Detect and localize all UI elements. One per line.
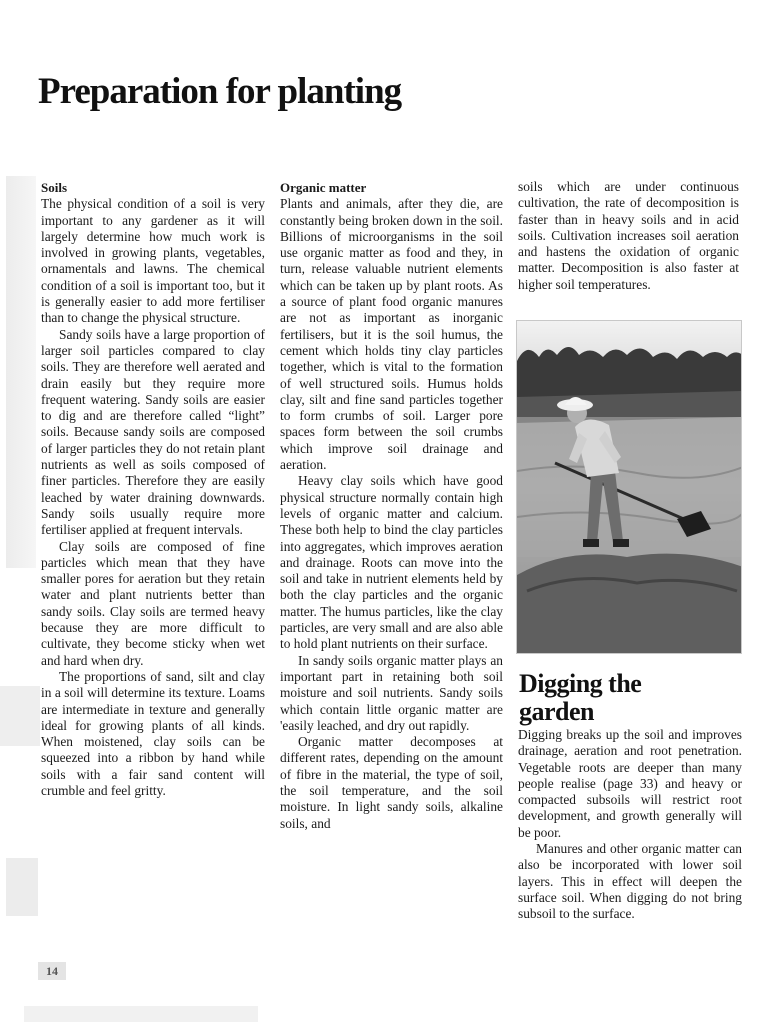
column-continuation [518, 179, 739, 293]
scan-shadow [6, 176, 36, 568]
paragraph: In sandy soils organic matter plays an important part in retaining both soil moisture and soil nutrients. Sandy soils which contain little organic matter are 'easily leached, and dry out rapidly. [280, 652, 503, 733]
man-digging-photo [516, 320, 742, 654]
column-digging [518, 727, 742, 923]
paragraph: Organic matter decomposes at different rates, depending on the amount of fibre in the material, the type of soil, the soil temperature, and the soil moisture. In light sandy soils, alkaline soils, and [280, 734, 503, 831]
section-heading-organic-matter: Organic matter [280, 180, 367, 195]
paragraph: Digging breaks up the soil and improves drainage, aeration and root penetration. Vegetable roots are deeper than many people realise (page 33) and heavy or compacted subsoils will restrict root development, and growth generally will be poor. [518, 727, 742, 840]
paragraph: Plants and animals, after they die, are constantly being broken down in the soil. Billions of microorganisms in the soil use organic matter as food and they, in turn, release valuable nutrient elements which can be taken up by plant roots. As a source of plant food organic manures are not as important as inorganic fertilisers, but it is the soil humus, the cement which holds tiny clay particles together, which is vital to the formation of well structured soils. Humus holds clay, silt and fine sand particles together to form crumbs of soil. Larger pore spaces form between the soil crumbs which improve soil drainage and aeration. [280, 196, 503, 473]
scan-shadow [0, 686, 40, 746]
section-title-digging: Digging the garden [519, 669, 642, 726]
page-number: 14 [38, 962, 66, 980]
paragraph: Clay soils are composed of fine particles which mean that they have smaller pores for aeration but they retain water and plant nutrients better than sandy soils. Clay soils are termed heavy because they are more difficult to cultivate, they become sticky when wet and hard when dry. [41, 538, 265, 668]
page-title: Preparation for planting [38, 71, 402, 112]
paragraph: Sandy soils have a large proportion of larger soil particles compared to clay soils. They are therefore well aerated and drain easily but they require more frequent watering. Sandy soils are easier to dig and are therefore called “light” soils. Because sandy soils are composed of larger particles they do not retain plant nutrients as well as soils composed of finer particles. Therefore they are easily leached by water draining downwards. Sandy soils usually require more fertiliser applied at frequent intervals. [41, 326, 265, 538]
paragraph: Heavy clay soils which have good physical structure normally contain high levels of organic matter and calcium. These both help to bind the clay particles into aggregates, which improves aeration and drainage. Roots can move into the soil and take in nutrient elements held by both the clay particles and the organic matter. The humus particles, like the clay particles, are very small and are also able to hold plant nutrients on their surface. [280, 473, 503, 652]
paragraph: The physical condition of a soil is very important to any gardener as it will largely determine how much work is involved in growing plants, vegetables, ornamentals and lawns. The chemical condition of a soil is important too, but it is generally easier to add more fertiliser than to change the physical structure. [41, 196, 265, 326]
column-soils [41, 180, 265, 799]
scan-shadow [6, 858, 38, 916]
paragraph: Manures and other organic matter can also be incorporated with lower soil layers. This in effect will deepen the surface soil. When digging do not bring subsoil to the surface. [518, 841, 742, 922]
paragraph: soils which are under continuous cultivation, the rate of decomposition is faster than in heavy soils and in acid soils. Cultivation increases soil aeration and hastens the oxidation of organic matter. Decomposition is also faster at higher soil temperatures. [518, 179, 739, 292]
section-heading-soils: Soils [41, 180, 68, 195]
paragraph: The proportions of sand, silt and clay in a soil will determine its texture. Loams are intermediate in texture and generally ideal for growing plants of all kinds. When moistened, clay soils can be squeezed into a ribbon by hand while soils with a fair sand content will crumble and feel gritty. [41, 668, 265, 798]
column-organic-matter [280, 180, 503, 832]
scan-shadow [24, 1006, 258, 1022]
